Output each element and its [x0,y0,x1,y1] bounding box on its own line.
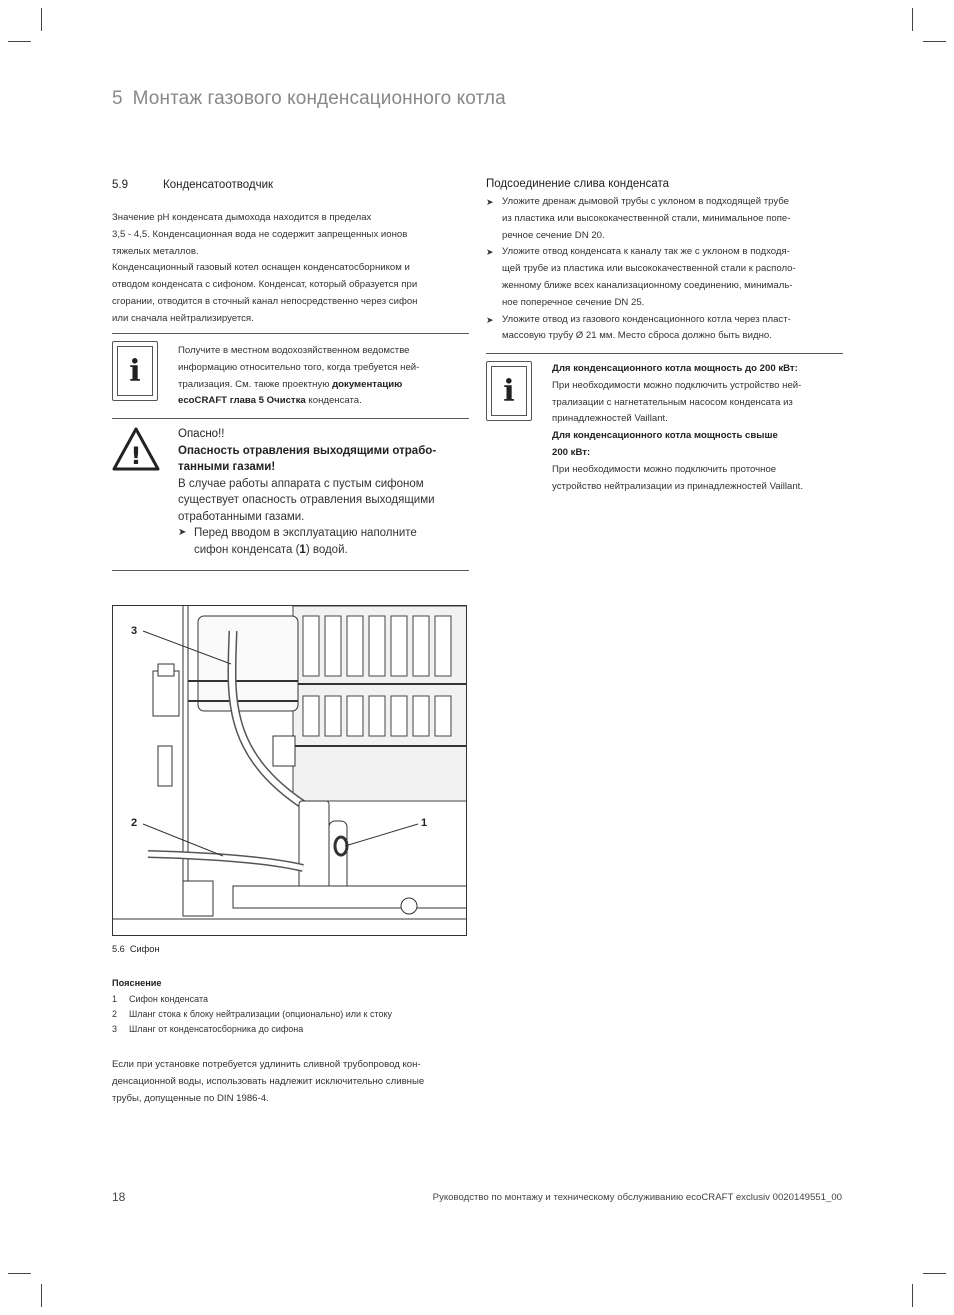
text-line: Уложите отвод конденсата к каналу так же с уклоном в подходя- [502,246,790,258]
caption-number: 5.6 [112,944,125,954]
legend-number: 3 [112,1024,118,1034]
text-line: При необходимости можно подключить проточное [552,463,777,475]
legend-title: Пояснение [112,978,162,988]
legend-text: Шланг от конденсатосборника до сифона [129,1024,304,1034]
siphon-illustration [112,605,467,936]
crop-mark [41,8,42,31]
crop-mark [8,41,31,42]
section-title: Конденсатоотводчик [163,179,274,191]
text-line: 3,5 - 4,5. Конденсационная вода не содержит запрещенных ионов [112,228,408,240]
text-line: отводом конденсата с сифоном. Конденсат, который образуется при [112,279,418,291]
drain-heading: Подсоединение слива конденсата [486,178,670,190]
crop-mark [8,1273,31,1274]
warning-block [178,426,470,558]
warning-subtitle: танными газами! [178,461,276,473]
text-line: трализации с нагнетательным насосом конденсата из [552,396,793,408]
crop-mark [41,1284,42,1307]
text-line: сифон конденсата ( [194,543,300,556]
chapter-number: 5 [112,88,123,109]
callout-label: 3 [131,625,138,637]
legend-list [112,992,392,1037]
text-line: отработанными газами. [178,510,305,523]
legend-number: 2 [112,1009,118,1019]
text-line: устройство нейтрализации из принадлежностей Vaillant. [552,480,804,492]
crop-mark [923,1273,946,1274]
info-right-text [552,361,847,495]
info-subheading: 200 кВт: [552,446,591,458]
legend-item [112,1007,392,1022]
legend-text: Шланг стока к блоку нейтрализации (опционально) или к стоку [129,1009,393,1019]
text-line: принадлежностей Vaillant. [552,413,668,425]
text-line: трализация. См. также проектную [178,378,333,390]
section-heading [112,179,273,191]
text-line: Конденсационный газовый котел оснащен конденсатосборником и [112,262,410,274]
crop-mark [912,1284,913,1307]
text-line: Уложите дренаж дымовой трубы с уклоном в подходящей трубе [502,196,789,207]
warning-triangle-icon [112,427,160,471]
divider [112,418,469,419]
text-line: В случае работы аппарата с пустым сифоном [178,477,424,490]
text-line: ) водой. [305,543,348,556]
legend-item [112,992,392,1007]
text-line: тяжелых металлов. [112,245,199,257]
legend-item [112,1022,392,1037]
info-subheading: Для конденсационного котла мощность до 200 кВт: [552,363,798,374]
text-line: При необходимости можно подключить устройство ней- [552,379,802,391]
legend-text: Сифон конденсата [129,994,208,1004]
text-line: Уложите отвод из газового конденсационного котла через пласт- [502,313,791,325]
text-line: или сначала нейтрализируется. [112,312,254,324]
text-line: информацию относительно того, когда требуется ней- [178,361,420,373]
warning-title: Опасно!! [178,428,225,440]
text-line: сгорании, отводится в сточный канал непосредственно через сифон [112,295,418,307]
figure-caption [112,944,159,954]
section-number: 5.9 [112,179,128,191]
text-line: массовую трубу Ø 21 мм. Место сброса должно быть видно. [502,330,772,342]
crop-mark [923,41,946,42]
footer-text: Руководство по монтажу и техническому обслуживанию ecoCRAFT exclusiv 0020149551_00 [432,1192,842,1203]
text-line: Перед вводом в эксплуатацию наполните [194,527,417,539]
info-icon [486,361,532,421]
drain-item [486,244,846,311]
divider [486,353,843,354]
info-icon-glyph: i [117,346,153,396]
text-line: ное поперечное сечение DN 25. [502,296,645,308]
crop-mark [912,8,913,31]
page-number: 18 [112,1190,126,1204]
intro-paragraph [112,210,472,328]
text-line: женному ближе всех канализационному соединению, минималь- [502,279,793,291]
chapter-heading [112,88,506,110]
text-line: Значение pH конденсата дымохода находится в пределах [112,212,372,223]
callout-label: 2 [131,817,138,829]
info-note-text [178,343,468,410]
item-reference: 1 [299,543,306,556]
drain-item [486,194,846,244]
legend-number: 1 [112,994,118,1004]
text-line: Получите в местном водохозяйственном ведомстве [178,345,410,356]
text-line: существует опасность отравления выходящими [178,494,435,506]
bullet-arrow-icon: ➤ [178,527,187,538]
drain-list [486,194,846,345]
info-icon-glyph: i [491,366,527,416]
text-line: денсационной воды, использовать надлежит исключительно сливные [112,1075,425,1087]
svg-text:!: ! [130,442,142,470]
extension-paragraph [112,1057,472,1107]
doc-reference: документацию [332,378,403,390]
callout-label: 1 [421,817,428,829]
text-line: трубы, допущенные по DIN 1986-4. [112,1092,269,1104]
bullet-arrow-icon: ➤ [486,197,494,207]
text-line: конденсата. [305,395,362,407]
bullet-arrow-icon: ➤ [486,247,494,258]
divider [112,333,469,334]
info-icon [112,341,158,401]
drain-item [486,312,846,346]
warning-subtitle: Опасность отравления выходящими отрабо- [178,444,437,457]
caption-title: Сифон [129,944,160,954]
divider [112,570,469,571]
bullet-arrow-icon: ➤ [486,314,494,325]
chapter-title: Монтаж газового конденсационного котла [132,88,506,109]
info-subheading: Для конденсационного котла мощность свыше [552,430,778,442]
doc-reference: ecoCRAFT глава 5 Очистка [178,395,306,407]
warning-bullet [178,525,470,558]
text-line: Если при установке потребуется удлинить сливной трубопровод кон- [112,1059,421,1070]
text-line: речное сечение DN 20. [502,229,605,241]
text-line: щей трубе из пластика или высококачественной стали к располо- [502,263,796,275]
text-line: из пластика или высококачественной стали, минимальное попе- [502,212,791,224]
